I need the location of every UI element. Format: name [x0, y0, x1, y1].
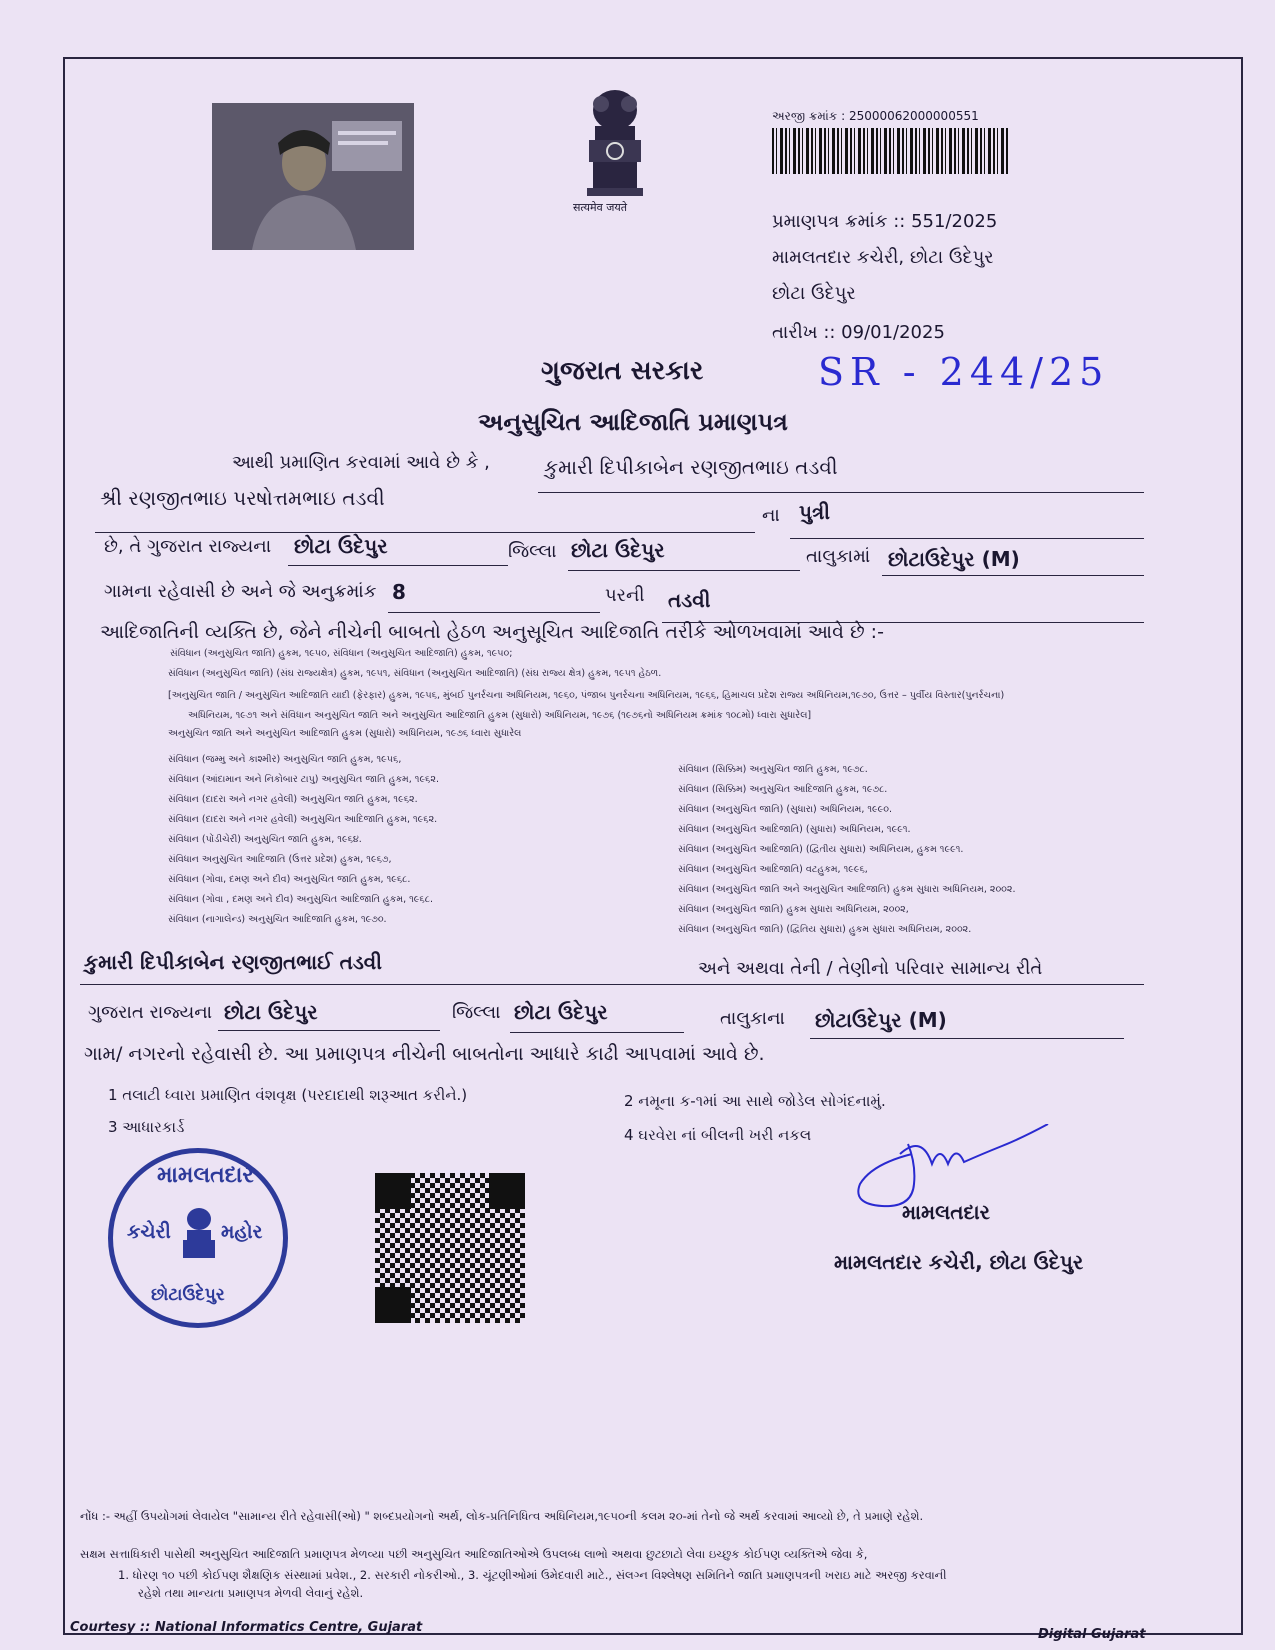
- note-residency: નોંધ :- અહીં ઉપયોગમાં લેવાયેલ "સામાન્ય રીતે રહેવાસી(ઓ) " શબ્દપ્રયોગનો અર્થ, લોક-પ્રતિનિધિત્વ અધિનિયમ,૧૯૫૦ની કલમ ૨૦-માં તેનો જે અર્થ કરવામાં આવ્યો છે, તે પ્રમાણે રહેશે.: [80, 1509, 924, 1523]
- orders-right-item: સંવિધાન (સિક્કિમ) અનુસુચિત આદિજાતિ હુકમ, ૧૯૭૮.: [678, 784, 888, 795]
- orders-left-item: સંવિધાન (દાદરા અને નગર હવેલી) અનુસુચિત જાતિ હુકમ, ૧૯૬૨.: [168, 794, 418, 805]
- handwritten-reference: SR - 244/25: [818, 350, 1110, 394]
- seal-left-text: કચેરી: [127, 1221, 171, 1243]
- orders-intro-1: સંવિધાન (અનુસુચિત જાતિ) હુકમ, ૧૯૫૦, સંવિધાન (અનુસુચિત આદિજાતિ) હુકમ, ૧૯૫૦;: [170, 648, 513, 659]
- barcode: [772, 128, 1008, 174]
- orders-left-item: સંવિધાન (ગોવા , દમણ અને દીવ) અનુસુચિત આદિજાતિ હુકમ, ૧૯૬૮.: [168, 894, 433, 905]
- orders-left-item: સંવિધાન (નાગાલેન્ડ) અનુસુચિત આદિજાતિ હુકમ, ૧૯૭૦.: [168, 914, 387, 925]
- jilla-value: છોટા ઉદેપુર: [571, 538, 665, 562]
- parent-name: શ્રી રણજીતભાઇ પરષોત્તમભાઇ તડવી: [100, 486, 385, 510]
- orders-right-item: સંવિધાન (અનુસુચિત આદિજાતિ) વટહુકમ, ૧૯૯૬,: [678, 864, 868, 875]
- note-purposes: 1. ધોરણ ૧૦ પછી કોઈપણ શૈક્ષણિક સંસ્થામાં પ્રવેશ., 2. સરકારી નોકરીઓ., 3. ચૂંટણીઓમાં ઉમેદવારી માટે., સંલગ્ન વિશ્લેષણ સમિતિને જાતિ પ્રમાણપત્રની ખરાઇ માટે અરજી કરવાની: [118, 1568, 947, 1582]
- emblem-motto: सत्यमेव जयते: [573, 201, 628, 214]
- village-line: ગામના રહેવાસી છે અને જે અનુક્રમાંક: [104, 581, 377, 602]
- issuing-office: મામલતદાર કચેરી, છોટા ઉદેપુર: [772, 247, 994, 268]
- orders-right-item: સંવિધાન (અનુસુચિત જાતિ) (દ્વિતિય સુધારા) હુકમ સુધારા અધિનિયમ, ૨૦૦૨.: [678, 924, 972, 935]
- document-2: 2 નમૂના ક-૧માં આ સાથે જોડેલ સોગંદનામું.: [624, 1092, 886, 1110]
- document-4: 4 ઘરવેરા નાં બીલની ખરી નકલ: [624, 1126, 812, 1144]
- parni-label: પરની: [605, 585, 645, 606]
- taluka-value-2: છોટાઉદેપુર (M): [815, 1008, 947, 1032]
- taluka-label-2: તાલુકાના: [720, 1008, 785, 1029]
- seal-emblem-icon: [175, 1205, 223, 1263]
- jilla-value-2: છોટા ઉદેપુર: [514, 1000, 608, 1024]
- orders-right-item: સંવિધાન (અનુસુચિત જાતિ) હુકમ સુધારા અધિનિયમ, ૨૦૦૨,: [678, 904, 909, 915]
- national-emblem-icon: [565, 82, 665, 212]
- basis-line: ગામ/ નગરનો રહેવાસી છે. આ પ્રમાણપત્ર નીચેની બાબતોના આધારે કાઢી આપવામાં આવે છે.: [84, 1043, 765, 1065]
- orders-intro-3: [અનુસુચિત જાતિ / અનુસુચિત આદિજાતિ યાદી (ફેરફાર) હુકમ, ૧૯૫૬, મુંબઈ પુનર્રચના અધિનિયમ, ૧૯૬૦, પંજાબ પુનર્રચના અધિનિયમ, ૧૯૬૬, હિમાચલ પ્રદેશ રાજ્ય અધિનિયમ,૧૯૭૦, ઉત્તર – પુર્વીય વિસ્તાર(પુનર્રચના): [168, 690, 1005, 701]
- seal-bottom-text: છોટાઉદેપુર: [151, 1285, 225, 1305]
- orders-right-item: સંવિધાન (અનુસુચિત આદિજાતિ) (દ્વિતીય સુધારા) અધિનિયમ, હુકમ ૧૯૯૧.: [678, 844, 964, 855]
- office-seal: [108, 1148, 288, 1328]
- state-prefix-2: ગુજરાત રાજ્યના: [88, 1002, 213, 1023]
- certify-prefix: આથી પ્રમાણિત કરવામાં આવે છે કે ,: [232, 452, 490, 473]
- orders-intro-2: સંવિધાન (અનુસુચિત જાતિ) (સંઘ રાજ્યક્ષેત્ર) હુકમ, ૧૯૫૧, સંવિધાન (અનુસુચિત આદિજાતિ) (સંઘ રાજ્ય ક્ષેત્ર) હુકમ, ૧૯૫૧ હેઠળ.: [168, 668, 662, 679]
- applicant-photo: [212, 103, 414, 250]
- qr-code: [375, 1173, 525, 1323]
- orders-right-item: સંવિધાન (અનુસુચિત જાતિ) (સુધારા) અધિનિયમ, ૧૯૯૦.: [678, 804, 893, 815]
- jilla-label-2: જિલ્લા: [452, 1002, 501, 1023]
- orders-left-item: સંવિધાન (આંદામાન અને નિકોબાર ટાપુ) અનુસુચિત જાતિ હુકમ, ૧૯૬૨.: [168, 774, 439, 785]
- document-3: 3 આધારકાર્ડ: [108, 1118, 185, 1136]
- orders-left-column: [168, 750, 439, 930]
- orders-right-column: [678, 760, 1016, 940]
- footer-courtesy: Courtesy :: National Informatics Centre, Gujarat: [70, 1620, 423, 1635]
- tribe-name: તડવી: [668, 588, 711, 612]
- district-value: છોટા ઉદેપુર: [294, 534, 388, 558]
- state-prefix: છે, તે ગુજરાત રાજ્યના: [104, 536, 272, 557]
- orders-intro-4: અધિનિયમ, ૧૯૭૧ અને સંવિધાન અનુસુચિત જાતિ અને અનુસુચિત આદિજાતિ હુકમ (સુધારો) અધિનિયમ, ૧૯૭૬ (૧૯૭૬નો અધિનિયમ ક્રમાંક ૧૦૮મો) ધ્વારા સુધારેલ]: [188, 710, 812, 721]
- application-number: અરજી ક્રમાંક : 25000062000000551: [772, 109, 979, 123]
- orders-right-item: સંવિધાન (સિક્કિમ) અનુસુચિત જાતિ હુકમ, ૧૯૭૮.: [678, 764, 868, 775]
- district-value-2: છોટા ઉદેપુર: [224, 1000, 318, 1024]
- relation: પુત્રી: [799, 500, 830, 524]
- note-validation: રહેશે તથા માન્યતા પ્રમાણપત્ર મેળવી લેવાનું રહેશે.: [138, 1586, 364, 1600]
- seal-top-text: મામલતદાર: [157, 1163, 254, 1188]
- certificate-title: અનુસુચિત આદિજાતિ પ્રમાણપત્ર: [478, 408, 788, 436]
- signatory-office: મામલતદાર કચેરી, છોટા ઉદેપુર: [834, 1250, 1084, 1274]
- family-text: અને અથવા તેની / તેણીનો પરિવાર સામાન્ય રીતે: [698, 958, 1043, 979]
- jilla-label: જિલ્લા: [508, 541, 557, 562]
- orders-intro-5: અનુસુચિત જાતિ અને અનુસુચિત આદિજાતિ હુકમ (સુધારો) અધિનિયમ, ૧૯૭૬ ધ્વારા સુધારેલ: [168, 728, 522, 739]
- orders-right-item: સંવિધાન (અનુસુચિત આદિજાતિ) (સુધારા) અધિનિયમ, ૧૯૯૧.: [678, 824, 911, 835]
- taluka-value: છોટાઉદેપુર (M): [888, 547, 1020, 571]
- applicant-name: કુમારી દિપીકાબેન રણજીતભાઇ તડવી: [544, 455, 838, 479]
- footer-brand: Digital Gujarat: [1038, 1627, 1146, 1642]
- seal-right-text: મહોર: [221, 1221, 263, 1243]
- taluka-label: તાલુકામાં: [806, 546, 871, 567]
- serial-number: 8: [392, 580, 406, 604]
- note-benefits: સક્ષમ સત્તાધિકારી પાસેથી અનુસુચિત આદિજાતિ પ્રમાણપત્ર મેળવ્યા પછી અનુસુચિત આદિજાતિઓએ ઉપલબ્ધ લાભો અથવા છુટછાટો લેવા ઇચ્છુક કોઈપણ વ્યક્તિએ જેવા કે,: [80, 1547, 868, 1561]
- tribe-statement: આદિજાતિની વ્યક્તિ છે, જેને નીચેની બાબતો હેઠળ અનુસૂચિત આદિજાતિ તરીકે ઓળખવામાં આવે છે :-: [100, 621, 884, 643]
- na-label: ના: [762, 505, 780, 526]
- document-1: 1 તલાટી ધ્વારા પ્રમાણિત વંશવૃક્ષ (પરદાદાથી શરૂઆત કરીને.): [108, 1086, 468, 1104]
- signatory-title: મામલતદાર: [902, 1200, 990, 1224]
- issuing-place: છોટા ઉદેપુર: [772, 283, 856, 304]
- applicant-name-repeat: કુમારી દિપીકાબેન રણજીતભાઈ તડવી: [84, 950, 382, 974]
- government-title: ગુજરાત સરકાર: [541, 356, 704, 386]
- orders-right-item: સંવિધાન (અનુસુચિત જાતિ અને અનુસુચિત આદિજાતિ) હુકમ સુધારા અધિનિયમ, ૨૦૦૨.: [678, 884, 1016, 895]
- orders-left-item: સંવિધાન (દાદરા અને નગર હવેલી) અનુસુચિત આદિજાતિ હુકમ, ૧૯૬૨.: [168, 814, 438, 825]
- issue-date: તારીખ :: 09/01/2025: [772, 322, 945, 343]
- orders-left-item: સંવિધાન (ગોવા, દમણ અને દીવ) અનુસુચિત જાતિ હુકમ, ૧૯૬૮.: [168, 874, 411, 885]
- orders-left-item: સંવિધાન (પોંડીચેરી) અનુસુચિત જાતિ હુકમ, ૧૯૬૪.: [168, 834, 362, 845]
- orders-left-item: સંવિધાન (જમ્મુ અને કાશ્મીર) અનુસુચિત જાતિ હુકમ, ૧૯૫૬,: [168, 754, 402, 765]
- certificate-number: પ્રમાણપત્ર ક્રમાંક :: 551/2025: [772, 211, 998, 232]
- orders-left-item: સંવિધાન અનુસુચિત આદિજાતિ (ઉત્તર પ્રદેશ) હુકમ, ૧૯૬૭,: [168, 854, 392, 865]
